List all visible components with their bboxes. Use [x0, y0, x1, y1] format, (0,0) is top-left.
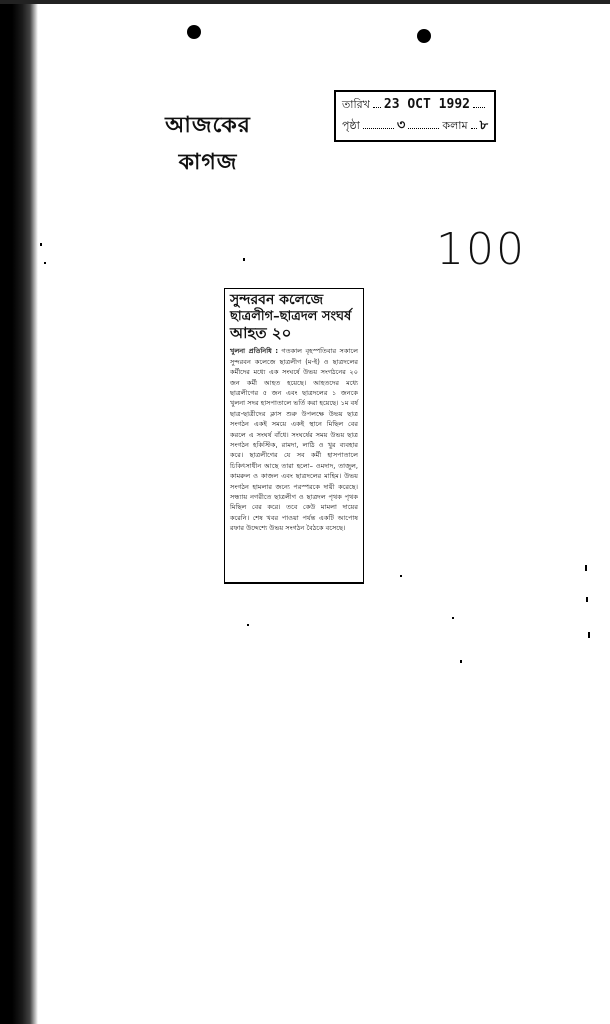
scan-speck [40, 243, 42, 246]
stamp-page-value: ৩ [396, 118, 406, 133]
article-dateline: খুলনা প্রতিনিধি : [230, 347, 279, 356]
scan-speck [400, 575, 402, 577]
handwritten-number: 100 [436, 224, 526, 275]
stamp-date-label: তারিখ [342, 98, 370, 111]
headline-line-2: ছাত্রলীগ–ছাত্রদল সংঘর্ষ [230, 308, 352, 324]
stamp-page-label: পৃষ্ঠা [342, 119, 360, 132]
scan-left-shadow [0, 0, 38, 1024]
scan-speck [586, 597, 588, 602]
newspaper-name: আজকের কাগজ [165, 112, 251, 175]
scan-speck [585, 565, 587, 571]
scan-speck [243, 258, 245, 261]
scan-speck [44, 262, 46, 264]
scan-speck [460, 660, 462, 663]
stamp-column-label: কলাম [442, 119, 468, 132]
scan-speck [588, 632, 590, 638]
stamp-column-value: ৮ [479, 118, 489, 133]
newspaper-clipping [224, 288, 364, 584]
punch-hole-right [417, 29, 431, 43]
article-text: গতকাল বৃহস্পতিবার সকালে সুন্দরবন কলেজে ছাত্রলীগ (ম-ই) ও ছাত্রদলের কর্মীদের মধ্যে এক সংঘর্ষে উভয় সংগঠনের ২০ জন কর্মী আহত হয়েছে। আহতদের মধ্যে ছাত্রলীগের ৫ জন এবং ছাত্রদলের ১ জনকে খুলনা সদর হাসপাতালে ভর্তি করা হয়েছে। ১ম বর্ষ ছাত্র-ছাত্রীদের ক্লাস শুরু উপলক্ষে উভয় ছাত্র সংগঠন একই সময়ে একই স্থানে মিছিল বের করলে এ সংঘর্ষ বাঁধে। সংঘর্ষের সময় উভয় ছাত্র সংগঠন হকিস্টিক, রামদা, লাঠি ও খুর ব্যবহার করে। ছাত্রলীগের যে সব কর্মী হাসপাতালে চিকিৎসাধীন আছে তারা হলো– ওমদাদ, তাজুল, কামরুল ও কাজল এবং ছাত্রদলের মাহিম। উভয় সংগঠন হামলার জন্যে পরস্পরকে দায়ী করেছে। সন্ধ্যায় নগরীতে ছাত্রলীগ ও ছাত্রদল পৃথক পৃথক মিছিল বের করে। তবে কেউ মামলা দায়ের করেনি। শেষ খবর পাওয়া পর্যন্ত একটি আপোষ রফার উদ্দেশ্যে উভয় সংগঠন বৈঠকে বসেছে। [230, 347, 358, 533]
clipping-headline [230, 292, 358, 342]
date-stamp [334, 90, 496, 142]
scan-speck [247, 624, 249, 626]
punch-hole-left [187, 25, 201, 39]
headline-line-3: আহত ২০ [230, 324, 292, 343]
article-body [230, 346, 358, 533]
scan-speck [452, 617, 454, 619]
headline-line-1: সুন্দরবন কলেজে [230, 292, 324, 308]
scan-top-edge [0, 0, 610, 4]
stamp-date-value: 23 OCT 1992 [383, 97, 470, 112]
